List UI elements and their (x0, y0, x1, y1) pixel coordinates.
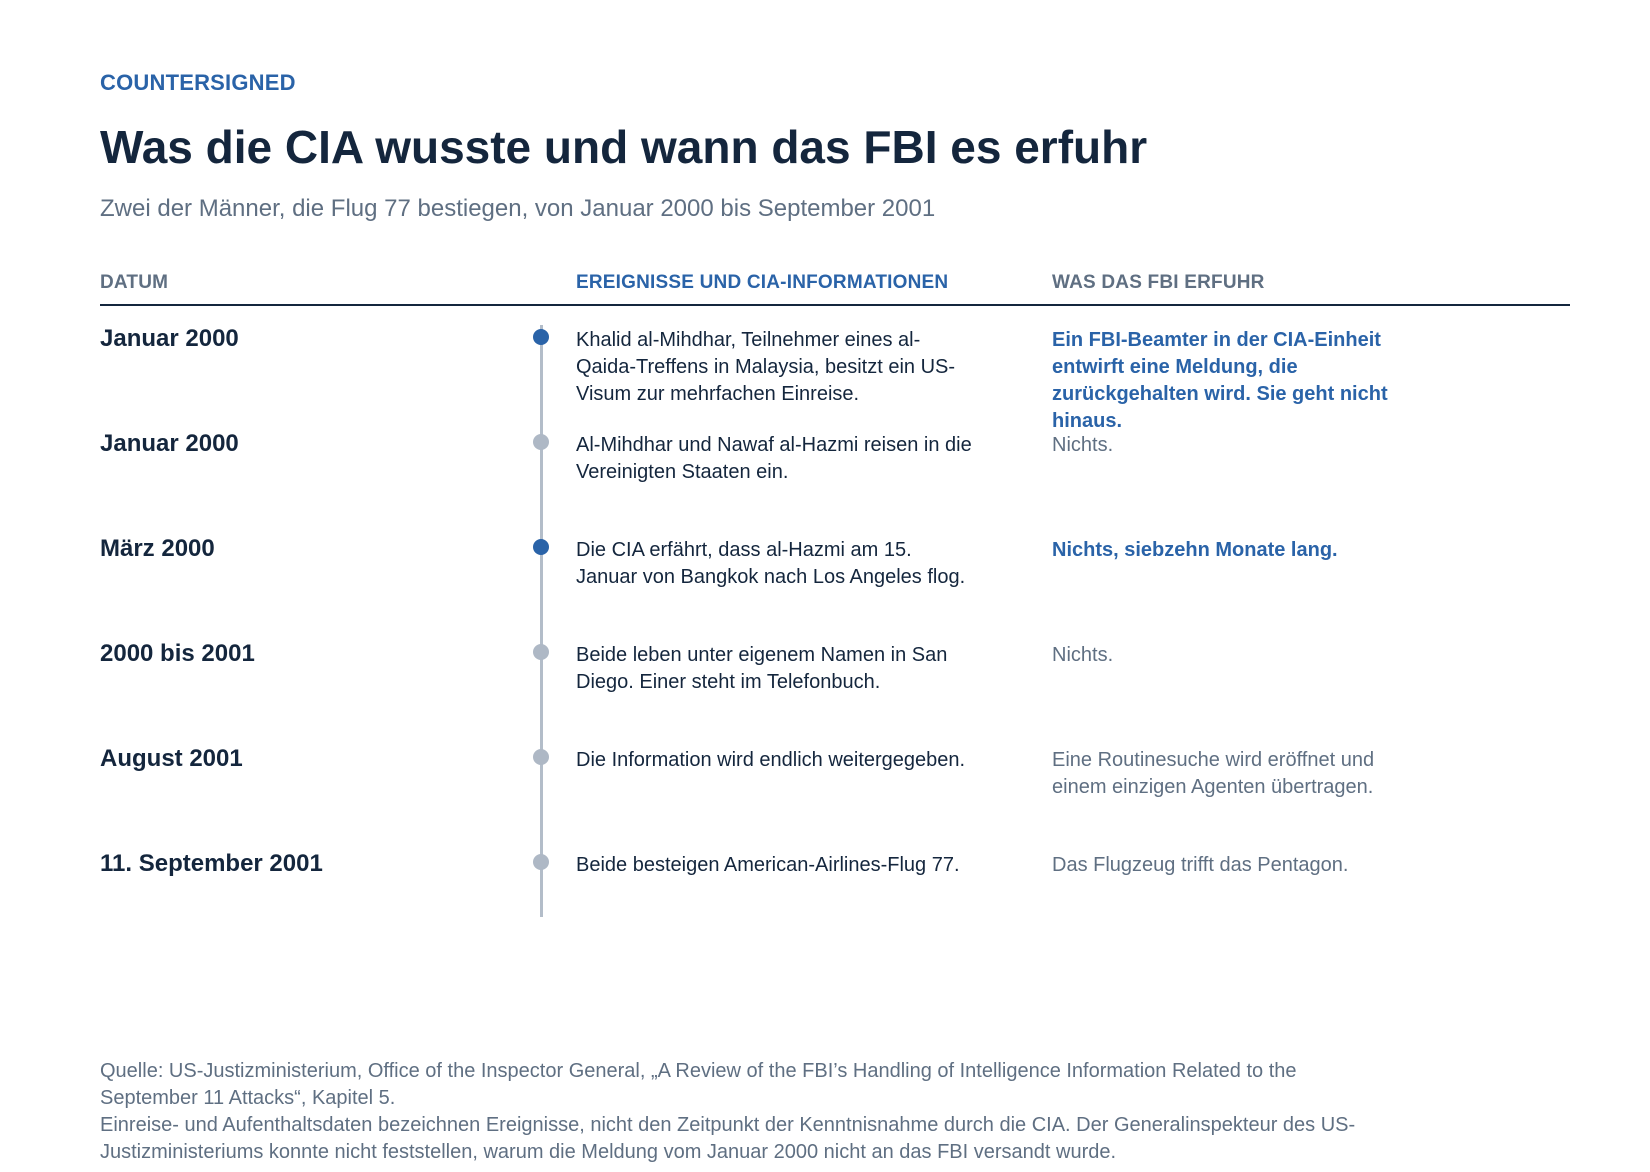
row-event: Khalid al-Mihdhar, Teilnehmer eines al-Qaida-Treffens in Malaysia, besitzt ein US-Visum zur mehrfachen Einreise. (576, 329, 956, 405)
row-event: Beide besteigen American-Airlines-Flug 77. (576, 854, 960, 876)
row-fbi-finding: Nichts, siebzehn Monate lang. (1052, 539, 1338, 561)
row-event: Die CIA erfährt, dass al-Hazmi am 15. Januar von Bangkok nach Los Angeles flog. (576, 539, 966, 588)
row-date: Januar 2000 (100, 325, 239, 352)
column-header-fbi: WAS DAS FBI ERFUHR (1052, 272, 1265, 293)
row-date: März 2000 (100, 535, 215, 562)
column-header-events: EREIGNISSE UND CIA-INFORMATIONEN (576, 272, 949, 293)
row-event: Beide leben unter eigenem Namen in San Diego. Einer steht im Telefonbuch. (576, 644, 948, 693)
row-event: Die Information wird endlich weitergegeben. (576, 749, 966, 771)
timeline-dot (533, 644, 549, 660)
timeline-row (100, 850, 1570, 955)
row-date: August 2001 (100, 745, 243, 772)
column-header-date: DATUM (100, 272, 169, 293)
row-fbi-finding: Eine Routinesuche wird eröffnet und einem einzigen Agenten übertragen. (1052, 749, 1375, 798)
row-fbi-finding: Das Flugzeug trifft das Pentagon. (1052, 854, 1349, 876)
timeline-row (100, 430, 1570, 535)
row-fbi-finding: Nichts. (1052, 434, 1114, 456)
row-event: Al-Mihdhar und Nawaf al-Hazmi reisen in die Vereinigten Staaten ein. (576, 434, 972, 483)
row-date: Januar 2000 (100, 430, 239, 457)
row-date: 2000 bis 2001 (100, 640, 255, 667)
source-citation: Quelle: US-Justizministerium, Office of the Inspector General, „A Review of the FBI’s Handling of Intelligence Information Related to the September 11 Attacks“, Kapitel 5. (100, 1060, 1297, 1109)
source-footnote: Einreise- und Aufenthaltsdaten bezeichnen Ereignisse, nicht den Zeitpunkt der Kenntnisnahme durch die CIA. Der Generalinspekteur des US-Justizministeriums konnte nicht feststellen, warum die Meldung vom Januar 2000 nicht an das FBI versandt wurde. (100, 1114, 1356, 1163)
timeline-dot (533, 434, 549, 450)
source-note (100, 1058, 1360, 1166)
timeline-dot-highlight (533, 329, 549, 345)
page-subtitle: Zwei der Männer, die Flug 77 bestiegen, von Januar 2000 bis September 2001 (100, 195, 936, 222)
timeline-dot (533, 854, 549, 870)
timeline-row (100, 640, 1570, 745)
timeline-row (100, 325, 1570, 430)
timeline-row (100, 745, 1570, 850)
kicker-label: COUNTERSIGNED (100, 70, 296, 95)
timeline-row (100, 535, 1570, 640)
timeline-dot-highlight (533, 539, 549, 555)
timeline-page (100, 0, 1570, 1172)
page-title: Was die CIA wusste und wann das FBI es erfuhr (100, 121, 1148, 173)
row-date: 11. September 2001 (100, 850, 323, 877)
header-rule (100, 304, 1570, 306)
timeline-dot (533, 749, 549, 765)
row-fbi-finding: Ein FBI-Beamter in der CIA-Einheit entwirft eine Meldung, die zurückgehalten wird. Sie geht nicht hinaus. (1052, 329, 1388, 432)
row-fbi-finding: Nichts. (1052, 644, 1114, 666)
